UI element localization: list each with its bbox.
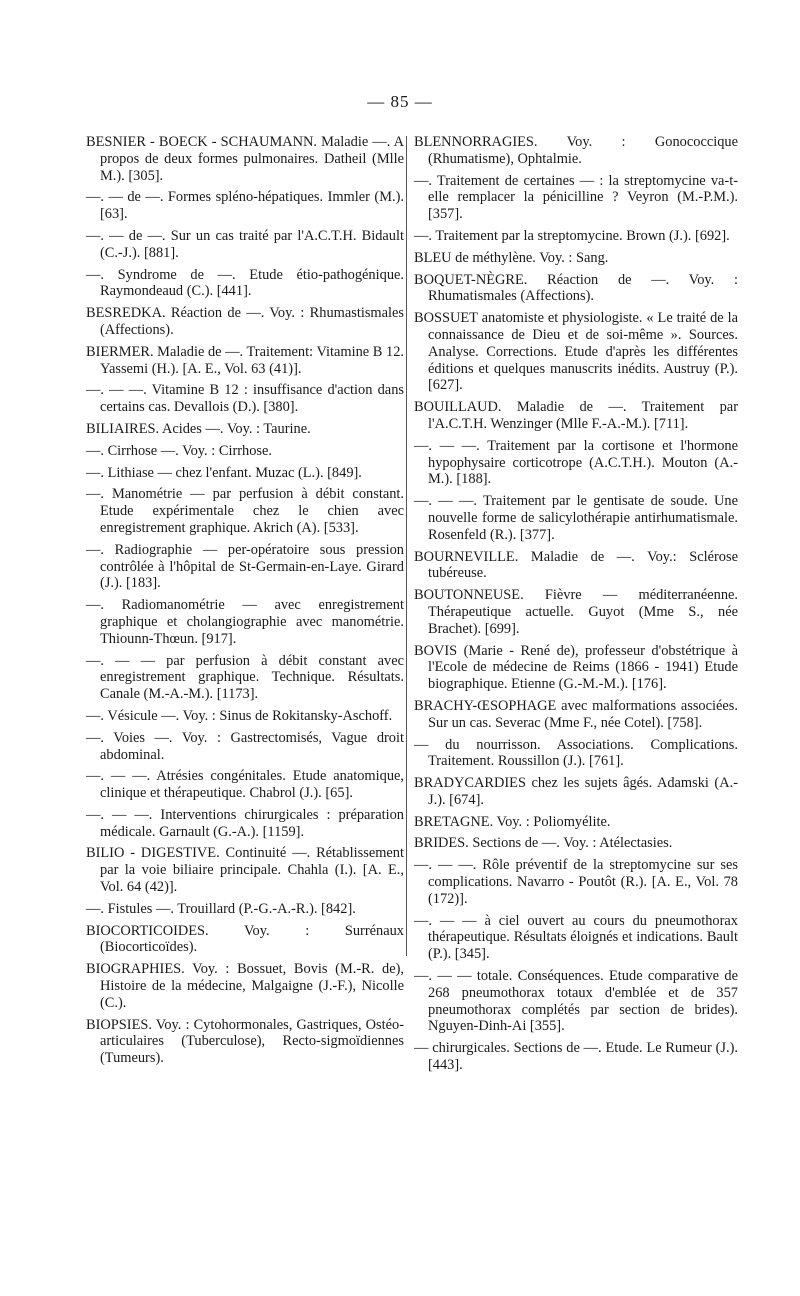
index-entry: BESNIER - BOECK - SCHAUMANN. Maladie —. A propos de deux formes pulmonaires. Datheil (Mlle M.). [305]. [86, 134, 404, 184]
index-entry: —. — —. Traitement par la cortisone et l'hormone hypophysaire corticotrope (A.C.T.H.). Mouton (A.-M.). [188]. [414, 437, 738, 488]
index-entry: —. — — à ciel ouvert au cours du pneumothorax thérapeutique. Résultats éloignés et indications. Bault (P.). [345]. [414, 912, 738, 963]
index-entry: — chirurgicales. Sections de —. Etude. Le Rumeur (J.). [443]. [414, 1040, 738, 1074]
index-entry: —. Traitement de certaines — : la streptomycine va-t-elle remplacer la pénicilline ? Veyron (M.-P.M.). [357]. [414, 172, 738, 223]
index-entry: —. Traitement par la streptomycine. Brown (J.). [692]. [414, 227, 730, 244]
index-entry: —. Vésicule —. Voy. : Sinus de Rokitansky-Aschoff. [86, 707, 393, 724]
index-entry: BOSSUET anatomiste et physiologiste. « Le traité de la connaissance de Dieu et de soi-même ». Sources. Analyse. Corrections. Etude d'après les différentes éditions et quelques manuscrits inédits. Austruy (P.). [627]. [414, 310, 738, 394]
index-entry: —. — —. Traitement par le gentisate de soude. Une nouvelle forme de salicylothérapie antirhumatismale. Rosenfeld (R.). [377]. [414, 493, 738, 543]
index-entry: —. — —. Rôle préventif de la streptomycine sur ses complications. Navarro - Poutôt (R.). [A. E., Vol. 78 (172)]. [414, 857, 738, 907]
index-entry: —. Voies —. Voy. : Gastrectomisés, Vague droit abdominal. [86, 729, 404, 763]
index-entry: —. Cirrhose —. Voy. : Cirrhose. [86, 442, 273, 459]
index-entry: —. — —. Interventions chirurgicales : préparation médicale. Garnault (G.-A.). [1159]. [86, 806, 404, 840]
index-entry: BIERMER. Maladie de —. Traitement: Vitamine B 12. Yassemi (H.). [A. E., Vol. 63 (41)]. [86, 343, 404, 377]
index-entry: BOVIS (Marie - René de), professeur d'obstétrique à l'Ecole de médecine de Reims (1866 - 1941) Etude biographique. Etienne (G.-M.-M.). [176]. [414, 642, 738, 693]
index-entry: BILIO - DIGESTIVE. Continuité —. Rétablissement par la voie biliaire principale. Chahla (I.). [A. E., Vol. 64 (42)]. [86, 845, 404, 896]
index-entry: — du nourrisson. Associations. Complications. Traitement. Roussillon (J.). [761]. [414, 736, 738, 770]
index-entry: BOUILLAUD. Maladie de —. Traitement par l'A.C.T.H. Wenzinger (Mlle F.-A.-M.). [711]. [414, 399, 738, 432]
column-divider [406, 136, 407, 956]
index-entry: BOUTONNEUSE. Fièvre — méditerranéenne. Thérapeutique actuelle. Guyot (Mme S., née Brachet). [699]. [414, 587, 738, 637]
index-entry: BIOCORTICOIDES. Voy. : Surrénaux (Biocorticoïdes). [86, 922, 404, 956]
index-entry: —. Lithiase — chez l'enfant. Muzac (L.). [849]. [86, 464, 362, 481]
index-entry: —. — —. Atrésies congénitales. Etude anatomique, clinique et thérapeutique. Chabrol (J.). [65]. [86, 768, 404, 802]
index-entry: BLENNORRAGIES. Voy. : Gonococcique (Rhumatisme), Ophtalmie. [414, 134, 738, 167]
index-entry: BOQUET-NÈGRE. Réaction de —. Voy. : Rhumatismales (Affections). [414, 271, 738, 305]
index-entry: BIOGRAPHIES. Voy. : Bossuet, Bovis (M.-R. de), Histoire de la médecine, Malgaigne (J.-F.), Nicolle (C.). [86, 961, 404, 1011]
index-entry: BRETAGNE. Voy. : Poliomyélite. [414, 813, 611, 830]
index-entry: —. — — totale. Conséquences. Etude comparative de 268 pneumothorax totaux d'emblée et de 357 pneumothorax complétés par section de brides). Nguyen-Dinh-Ai [355]. [414, 968, 738, 1035]
index-entry: —. Radiomanométrie — avec enregistrement graphique et cholangiographie avec manométrie. Thiounn-Thœun. [917]. [86, 597, 404, 647]
index-entry: BOURNEVILLE. Maladie de —. Voy.: Sclérose tubéreuse. [414, 548, 738, 582]
index-entry: BRACHY-ŒSOPHAGE avec malformations associées. Sur un cas. Severac (Mme F., née Cotel). [758]. [414, 697, 738, 731]
index-entry: —. — — par perfusion à débit constant avec enregistrement graphique. Technique. Résultats. Canale (M.-A.-M.). [1173]. [86, 652, 404, 703]
index-entry: —. — de —. Formes spléno-hépatiques. Immler (M.). [63]. [86, 189, 404, 223]
index-entry: BLEU de méthylène. Voy. : Sang. [414, 249, 609, 266]
page-number: — 85 — [367, 92, 433, 111]
index-entry: —. — —. Vitamine B 12 : insuffisance d'action dans certains cas. Devallois (D.). [380]. [86, 382, 404, 416]
index-entry: BIOPSIES. Voy. : Cytohormonales, Gastriques, Ostéo-articulaires (Tuberculose), Recto-sigmoïdiennes (Tumeurs). [86, 1016, 404, 1067]
index-entry: —. Manométrie — par perfusion à débit constant. Etude expérimentale chez le chien avec enregistrement graphique. Akrich (A). [533]. [86, 486, 404, 536]
index-entry: BRADYCARDIES chez les sujets âgés. Adamski (A.-J.). [674]. [414, 775, 738, 808]
left-column [86, 134, 404, 1072]
index-entry: BILIAIRES. Acides —. Voy. : Taurine. [86, 420, 311, 437]
index-entry: BRIDES. Sections de —. Voy. : Atélectasies. [414, 835, 673, 852]
index-entry: —. Fistules —. Trouillard (P.-G.-A.-R.). [842]. [86, 900, 356, 917]
index-entry: —. Radiographie — per-opératoire sous pression contrôlée à l'hôpital de St-Germain-en-Laye. Girard (J.). [183]. [86, 541, 404, 592]
index-entry: BESREDKA. Réaction de —. Voy. : Rhumastismales (Affections). [86, 305, 404, 338]
right-column [414, 134, 738, 1079]
index-entry: —. — de —. Sur un cas traité par l'A.C.T.H. Bidault (C.-J.). [881]. [86, 227, 404, 261]
index-entry: —. Syndrome de —. Etude étio-pathogénique. Raymondeaud (C.). [441]. [86, 266, 404, 300]
